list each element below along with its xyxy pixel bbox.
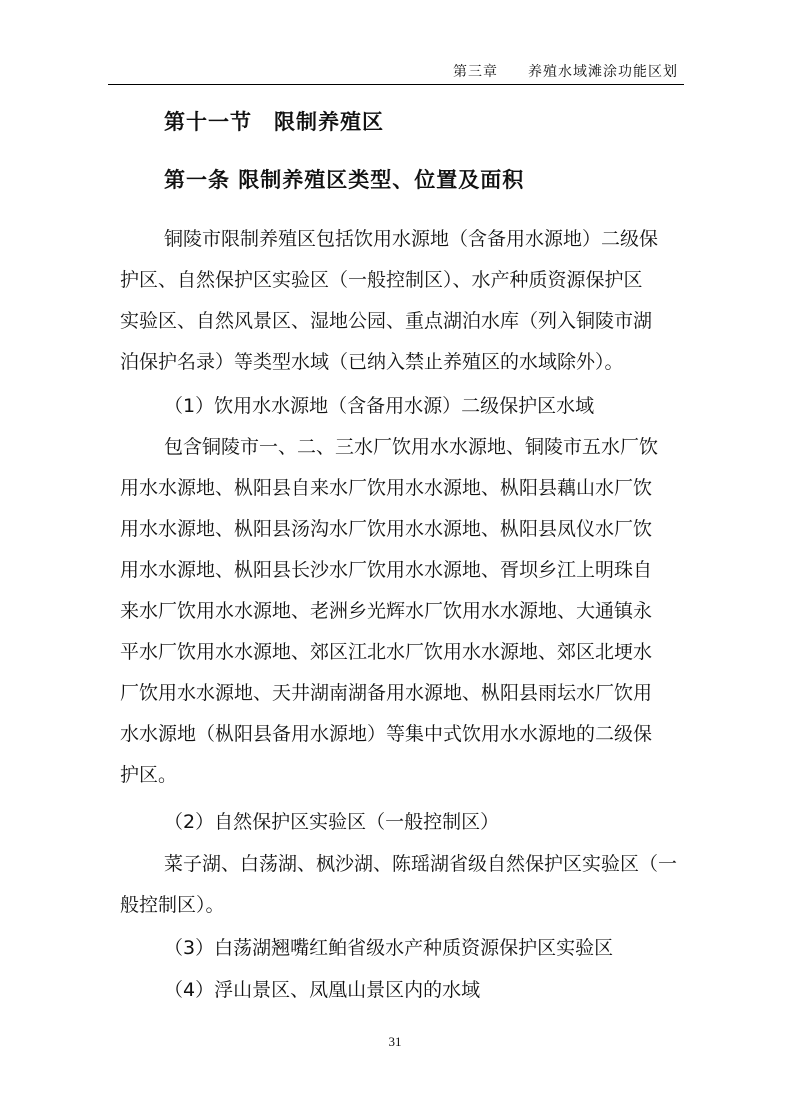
body-line: （3）白荡湖翘嘴红鲌省级水产种质资源保护区实验区 [164, 937, 614, 959]
body-line: 护区。 [120, 764, 178, 786]
header-rule [108, 84, 684, 85]
body-line: 来水厂饮用水水源地、老洲乡光辉水厂饮用水水源地、大通镇永 [120, 600, 653, 622]
section-heading: 第十一节 限制养殖区 [164, 110, 384, 134]
body-line: 般控制区）。 [120, 894, 225, 916]
page-number: 31 [388, 1034, 402, 1049]
body-line: 实验区、自然风景区、湿地公园、重点湖泊水库（列入铜陵市湖 [120, 310, 653, 332]
body-line: 铜陵市限制养殖区包括饮用水源地（含备用水源地）二级保 [164, 228, 659, 250]
body-line: 厂饮用水水源地、天井湖南湖备用水源地、枞阳县雨坛水厂饮用 [120, 682, 653, 704]
body-line: 用水水源地、枞阳县自来水厂饮用水水源地、枞阳县藕山水厂饮 [120, 477, 653, 499]
body-line: 包含铜陵市一、二、三水厂饮用水水源地、铜陵市五水厂饮 [164, 436, 659, 458]
body-line: 用水水源地、枞阳县汤沟水厂饮用水水源地、枞阳县凤仪水厂饮 [120, 518, 653, 540]
body-line: 水水源地（枞阳县备用水源地）等集中式饮用水水源地的二级保 [120, 723, 653, 745]
body-line: （4）浮山景区、凤凰山景区内的水域 [164, 979, 481, 1001]
body-line: 泊保护名录）等类型水域（已纳入禁止养殖区的水域除外）。 [120, 351, 624, 373]
body-line: 平水厂饮用水水源地、郊区江北水厂饮用水水源地、郊区北埂水 [120, 641, 653, 663]
body-line: 菜子湖、白荡湖、枫沙湖、陈瑶湖省级自然保护区实验区（一 [164, 853, 678, 875]
body-line: （2）自然保护区实验区（一般控制区） [164, 811, 500, 833]
running-header: 第三章 养殖水域滩涂功能区划 [453, 64, 678, 80]
article-heading: 第一条 限制养殖区类型、位置及面积 [164, 168, 525, 192]
body-line: 护区、自然保护区实验区（一般控制区）、水产种质资源保护区 [120, 269, 643, 291]
body-line: （1）饮用水水源地（含备用水源）二级保护区水域 [164, 395, 595, 417]
body-line: 用水水源地、枞阳县长沙水厂饮用水水源地、胥坝乡江上明珠自 [120, 559, 653, 581]
